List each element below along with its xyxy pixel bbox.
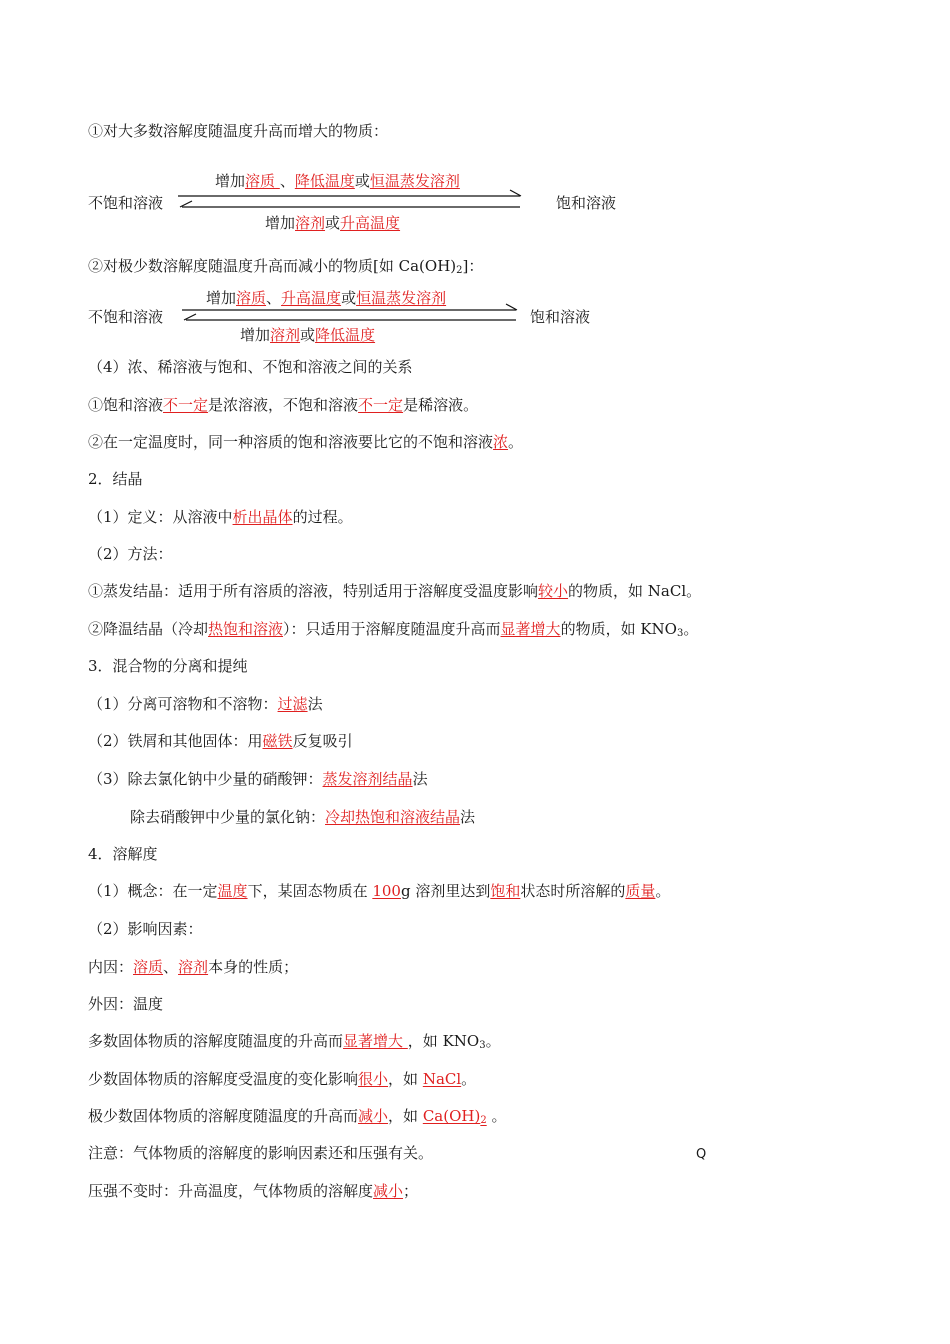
intro-line-2: ②对极少数溶解度随温度升高而减小的物质[如 $Ca(OH)_2$]： <box>88 257 484 276</box>
arrow-top-label-2: 增加溶质、升高温度或恒温蒸发溶剂 <box>206 289 447 307</box>
saturated-solution-label-1: 饱和溶液 <box>556 194 617 212</box>
crystallization-method-title: （2）方法： <box>88 545 173 563</box>
factor-line-3: 极少数固体物质的溶解度随温度的升高而减小，如 $Ca(OH)_2$ 。 <box>88 1107 507 1126</box>
section-title-solubility: 4．溶解度 <box>88 845 158 863</box>
saturated-solution-label-2: 饱和溶液 <box>530 308 591 326</box>
section-title-separation: 3．混合物的分离和提纯 <box>88 657 248 675</box>
concentration-line-2: ②在一定温度时，同一种溶质的饱和溶液要比它的不饱和溶液浓。 <box>88 433 524 451</box>
pressure-constant-line: 压强不变时：升高温度，气体物质的溶解度减小； <box>88 1182 419 1200</box>
solubility-concept: （1）概念：在一定温度下，某固态物质在 100g 溶剂里达到饱和状态时所溶解的质量。 <box>88 882 671 900</box>
reversible-arrows-1 <box>176 189 526 213</box>
solubility-factors-title: （2）影响因素： <box>88 920 203 938</box>
internal-factors: 内因：溶质、溶剂本身的性质； <box>88 958 299 976</box>
unsaturated-solution-label-2: 不饱和溶液 <box>88 308 164 326</box>
section-title-concentration: （4）浓、稀溶液与饱和、不饱和溶液之间的关系 <box>88 358 413 376</box>
arrow-bottom-label-1: 增加溶剂或升高温度 <box>265 214 401 232</box>
crystallization-definition: （1）定义：从溶液中析出晶体的过程。 <box>88 508 353 526</box>
separation-line-2: （2）铁屑和其他固体：用磁铁反复吸引 <box>88 732 353 750</box>
arrow-top-label-1: 增加溶质 、降低温度或恒温蒸发溶剂 <box>215 172 460 190</box>
section-title-crystallization: 2．结晶 <box>88 470 143 488</box>
concentration-line-1: ①饱和溶液不一定是浓溶液，不饱和溶液不一定是稀溶液。 <box>88 396 479 414</box>
evaporation-crystallization: ①蒸发结晶：适用于所有溶质的溶液，特别适用于溶解度受温度影响较小的物质，如 NaCl。 <box>88 582 702 600</box>
cooling-crystallization: ②降温结晶（冷却热饱和溶液）：只适用于溶解度随温度升高而显著增大的物质，如 $KNO_3$。 <box>88 620 699 639</box>
arrow-bottom-label-2: 增加溶剂或降低温度 <box>240 326 376 344</box>
page-mark: Q <box>696 1147 707 1162</box>
intro-line-1: ①对大多数溶解度随温度升高而增大的物质： <box>88 122 389 140</box>
factor-line-2: 少数固体物质的溶解度受温度的变化影响很小，如 NaCl。 <box>88 1070 477 1088</box>
unsaturated-solution-label-1: 不饱和溶液 <box>88 194 164 212</box>
reversible-arrows-2 <box>180 302 520 326</box>
separation-line-1: （1）分离可溶物和不溶物：过滤法 <box>88 695 323 713</box>
factor-line-1: 多数固体物质的溶解度随温度的升高而显著增大 ，如 $KNO_3$。 <box>88 1032 501 1051</box>
gas-solubility-note: 注意：气体物质的溶解度的影响因素还和压强有关。 <box>88 1144 434 1162</box>
separation-line-4: 除去硝酸钾中少量的氯化钠：冷却热饱和溶液结晶法 <box>130 808 476 826</box>
external-factors: 外因：温度 <box>88 995 164 1013</box>
separation-line-3: （3）除去氯化钠中少量的硝酸钾：蒸发溶剂结晶法 <box>88 770 428 788</box>
